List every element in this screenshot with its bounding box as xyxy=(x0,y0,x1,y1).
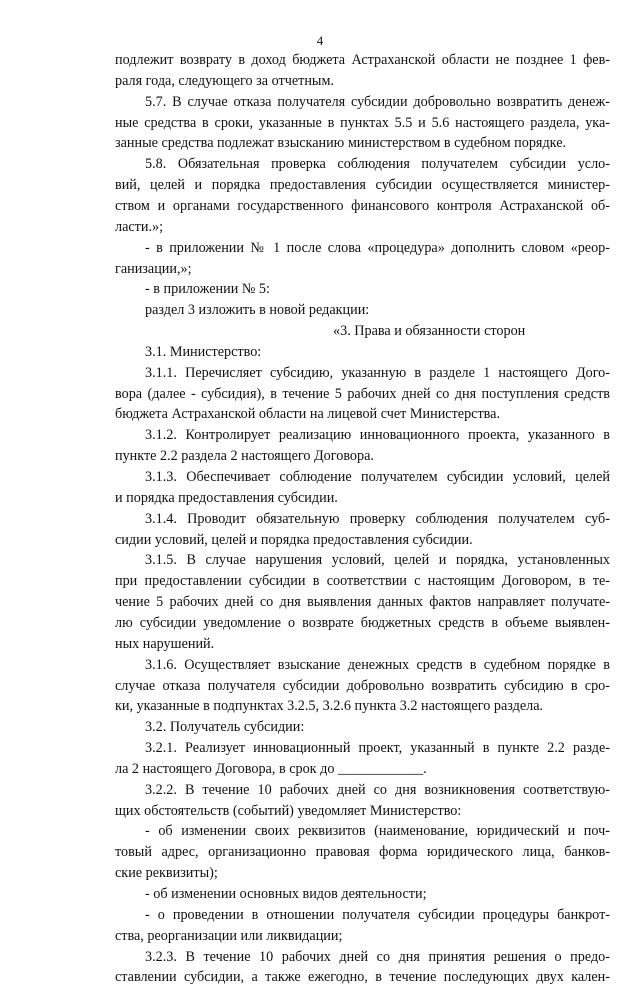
text-line: 3.1.3. Обеспечивает соблюдение получателем субсидии условий, целей xyxy=(145,469,610,485)
text-line: 3.1.6. Осуществляет взыскание денежных средств в судебном порядке в xyxy=(145,657,610,673)
text-line: - об изменении своих реквизитов (наименование, юридический и поч- xyxy=(145,823,610,839)
text-line: сидии условий, целей и порядка предоставления субсидии. xyxy=(115,532,473,548)
text-line: 3.2.2. В течение 10 рабочих дней со дня возникновения соответствую- xyxy=(145,782,610,798)
text-line: 3.1.4. Проводит обязательную проверку соблюдения получателем суб- xyxy=(145,511,610,527)
text-line: ские реквизиты); xyxy=(115,865,218,881)
text-line: при предоставлении субсидии в соответствии с настоящим Договором, в те- xyxy=(115,573,610,589)
page-number: 4 xyxy=(316,33,324,48)
text-line: занные средства подлежат взысканию министерством в судебном порядке. xyxy=(115,135,567,151)
text-line: ла 2 настоящего Договора, в срок до ____________. xyxy=(115,761,427,777)
text-line: 5.8. Обязательная проверка соблюдения получателем субсидии усло- xyxy=(145,156,610,172)
text-line: ства, реорганизации или ликвидации; xyxy=(115,928,343,944)
text-line: раля года, следующего за отчетным. xyxy=(115,73,334,89)
text-line: - о проведении в отношении получателя субсидии процедуры банкрот- xyxy=(145,907,610,923)
text-line: вора (далее - субсидия), в течение 5 рабочих дней со дня поступления средств xyxy=(115,386,610,402)
text-line: раздел 3 изложить в новой редакции: xyxy=(145,302,370,318)
text-line: 3.1.2. Контролирует реализацию инновационного проекта, указанного в xyxy=(145,427,610,443)
text-line: ством и органами государственного финансового контроля Астраханской об- xyxy=(115,198,610,214)
text-line: - в приложении № 5: xyxy=(145,281,270,297)
text-line: щих обстоятельств (событий) уведомляет Министерство: xyxy=(115,803,462,819)
text-line: - об изменении основных видов деятельности; xyxy=(145,886,427,902)
text-line: - в приложении № 1 после слова «процедура» дополнить словом «реор- xyxy=(145,240,610,256)
text-line: 3.1. Министерство: xyxy=(145,344,262,360)
text-line: 3.1.1. Перечисляет субсидию, указанную в разделе 1 настоящего Дого- xyxy=(145,365,610,381)
text-line: ки, указанные в подпунктах 3.2.5, 3.2.6 пункта 3.2 настоящего раздела. xyxy=(115,698,544,714)
text-line: случае отказа получателя субсидии добровольно возвратить субсидию в сро- xyxy=(115,678,610,694)
text-line: 3.2.3. В течение 10 рабочих дней со дня принятия решения о предо- xyxy=(145,949,610,965)
text-line: 3.2.1. Реализует инновационный проект, указанный в пункте 2.2 разде- xyxy=(145,740,610,756)
text-line: и порядка предоставления субсидии. xyxy=(115,490,338,506)
text-line: 3.2. Получатель субсидии: xyxy=(145,719,305,735)
text-line: «3. Права и обязанности сторон xyxy=(333,323,526,339)
text-line: ставлении субсидии, а также ежегодно, в течение последующих двух кален- xyxy=(115,969,610,985)
text-line: товый адрес, организационно правовая форма юридического лица, банков- xyxy=(115,844,610,860)
text-line: ласти.»; xyxy=(115,219,164,235)
text-line: чение 5 рабочих дней со дня выявления данных фактов направляет получате- xyxy=(115,594,610,610)
text-line: пункте 2.2 раздела 2 настоящего Договора. xyxy=(115,448,374,464)
text-line: ных нарушений. xyxy=(115,636,215,652)
text-line: бюджета Астраханской области на лицевой счет Министерства. xyxy=(115,406,501,422)
text-line: лю субсидии уведомление о возврате бюджетных средств в объеме выявлен- xyxy=(115,615,610,631)
text-line: 3.1.5. В случае нарушения условий, целей и порядка, установленных xyxy=(145,552,610,568)
text-line: ные средства в сроки, указанные в пунктах 5.5 и 5.6 настоящего раздела, ука- xyxy=(115,115,610,131)
text-line: подлежит возврату в доход бюджета Астраханской области не позднее 1 фев- xyxy=(115,52,610,68)
text-line: вий, целей и порядка предоставления субсидии осуществляется министер- xyxy=(115,177,610,193)
text-line: ганизации,»; xyxy=(115,261,192,277)
text-line: 5.7. В случае отказа получателя субсидии добровольно возвратить денеж- xyxy=(145,94,610,110)
